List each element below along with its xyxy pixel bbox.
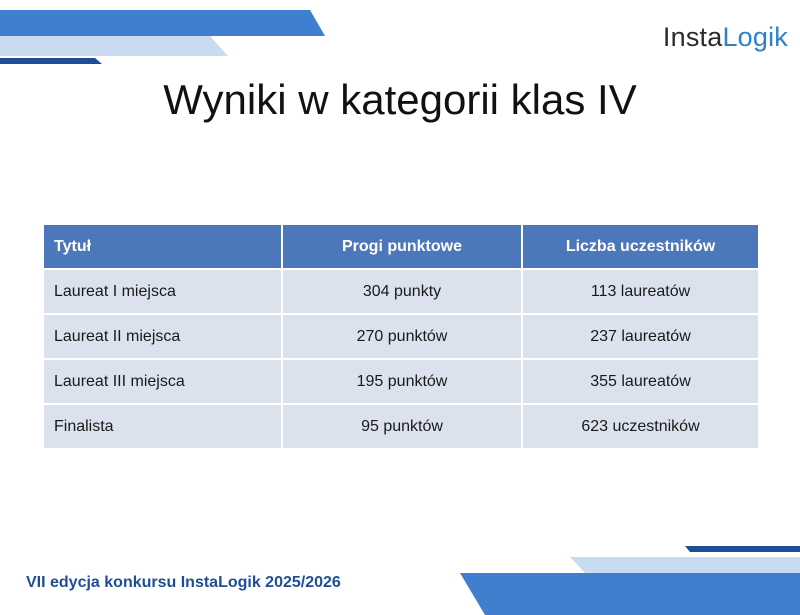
table-row: [44, 269, 758, 314]
deco-stripe-dark: [460, 573, 800, 615]
bottom-right-decoration: [440, 535, 800, 615]
deco-stripe-light: [570, 557, 800, 573]
deco-stripe-thin: [0, 58, 102, 64]
cell-title: Laureat I miejsca: [44, 269, 282, 314]
table-row: [44, 359, 758, 404]
header-points: Progi punktowe: [282, 225, 522, 269]
deco-stripe-light: [0, 36, 228, 56]
cell-title: Laureat III miejsca: [44, 359, 282, 404]
cell-count: 113 laureatów: [522, 269, 758, 314]
cell-count: 623 uczestników: [522, 404, 758, 448]
cell-points: 304 punkty: [282, 269, 522, 314]
logo-logik: Logik: [722, 22, 788, 52]
table-row: [44, 404, 758, 448]
footer-edition-text: VII edycja konkursu InstaLogik 2025/2026: [26, 574, 341, 591]
cell-title: Laureat II miejsca: [44, 314, 282, 359]
cell-points: 95 punktów: [282, 404, 522, 448]
cell-points: 195 punktów: [282, 359, 522, 404]
instalogik-logo: [663, 22, 788, 53]
deco-stripe-dark: [0, 10, 325, 36]
cell-title: Finalista: [44, 404, 282, 448]
results-table: [44, 225, 758, 448]
cell-count: 355 laureatów: [522, 359, 758, 404]
logo-insta: Insta: [662, 22, 723, 52]
header-count: Liczba uczestników: [522, 225, 758, 269]
table-header-row: [44, 225, 758, 269]
top-left-decoration: [0, 0, 360, 80]
cell-points: 270 punktów: [282, 314, 522, 359]
slide-title: Wyniki w kategorii klas IV: [163, 76, 637, 123]
deco-stripe-thin: [685, 546, 800, 552]
cell-count: 237 laureatów: [522, 314, 758, 359]
table-row: [44, 314, 758, 359]
header-title: Tytuł: [44, 225, 282, 269]
